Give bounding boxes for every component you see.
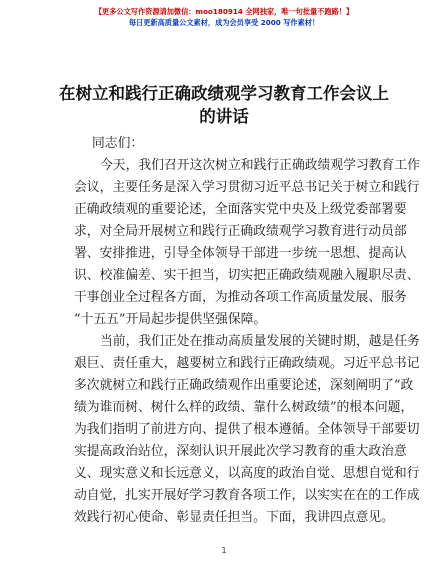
- paragraph-line: 为我们指明了前进方向、提供了根本遵循。全体领导干部要切: [74, 422, 420, 437]
- paragraph-line: 识、校准偏差、实干担当，切实把正确政绩观融入履职尽责、: [74, 268, 420, 283]
- paragraph-line: 当前，我们正处在推动高质量发展的关键时期，越是任务: [100, 334, 420, 349]
- paragraph-line: 干事创业全过程各方面，为推动各项工作高质量发展、服务: [74, 290, 407, 305]
- page-number: 1: [221, 546, 227, 555]
- salutation: 同志们：: [92, 136, 144, 151]
- paragraph-line: 效践行初心使命、彰显责任担当。下面，我讲四点意见。: [74, 510, 394, 525]
- document-title-line-1: 在树立和践行正确政绩观学习教育工作会议上: [59, 84, 389, 103]
- header-banner-promo: 【更多公文写作资源请加微信：moo180914 全网独家，唯一句批量不跑路！】: [94, 7, 354, 16]
- paragraph-line: 多次就树立和践行正确政绩观作出重要论述，深刻阐明了“政: [74, 378, 414, 393]
- paragraph-line: 求，对全局开展树立和践行正确政绩观学习教育进行动员部: [74, 224, 407, 239]
- paragraph-line: 今天，我们召开这次树立和践行正确政绩观学习教育工作: [100, 158, 420, 173]
- paragraph-line: 实提高政治站位，深刻认识开展此次学习教育的重大政治意: [74, 444, 407, 459]
- paragraph-line: 动自觉，扎实开展好学习教育各项工作，以实实在在的工作成: [74, 488, 420, 503]
- paragraph-line: 会议，主要任务是深入学习贯彻习近平总书记关于树立和践行: [74, 180, 420, 195]
- paragraph-line: 正确政绩观的重要论述，全面落实党中央及上级党委部署要: [74, 202, 407, 217]
- header-banner-membership: 每日更新高质量公文素材，成为会员享受 2000 写作素材！: [128, 18, 320, 27]
- paragraph-line: 义、现实意义和长远意义，以高度的政治自觉、思想自觉和行: [74, 466, 420, 481]
- paragraph-line: 绩为谁而树、树什么样的政绩、靠什么树政绩”的根本问题，: [74, 400, 414, 415]
- document-title-line-2: 的讲话: [199, 107, 249, 126]
- paragraph-line: 艰巨、责任重大，越要树立和践行正确政绩观。习近平总书记: [74, 356, 420, 371]
- paragraph-line: “十五五”开局起步提供坚强保障。: [74, 312, 267, 327]
- paragraph-line: 署、安排推进，引导全体领导干部进一步统一思想、提高认: [74, 246, 407, 261]
